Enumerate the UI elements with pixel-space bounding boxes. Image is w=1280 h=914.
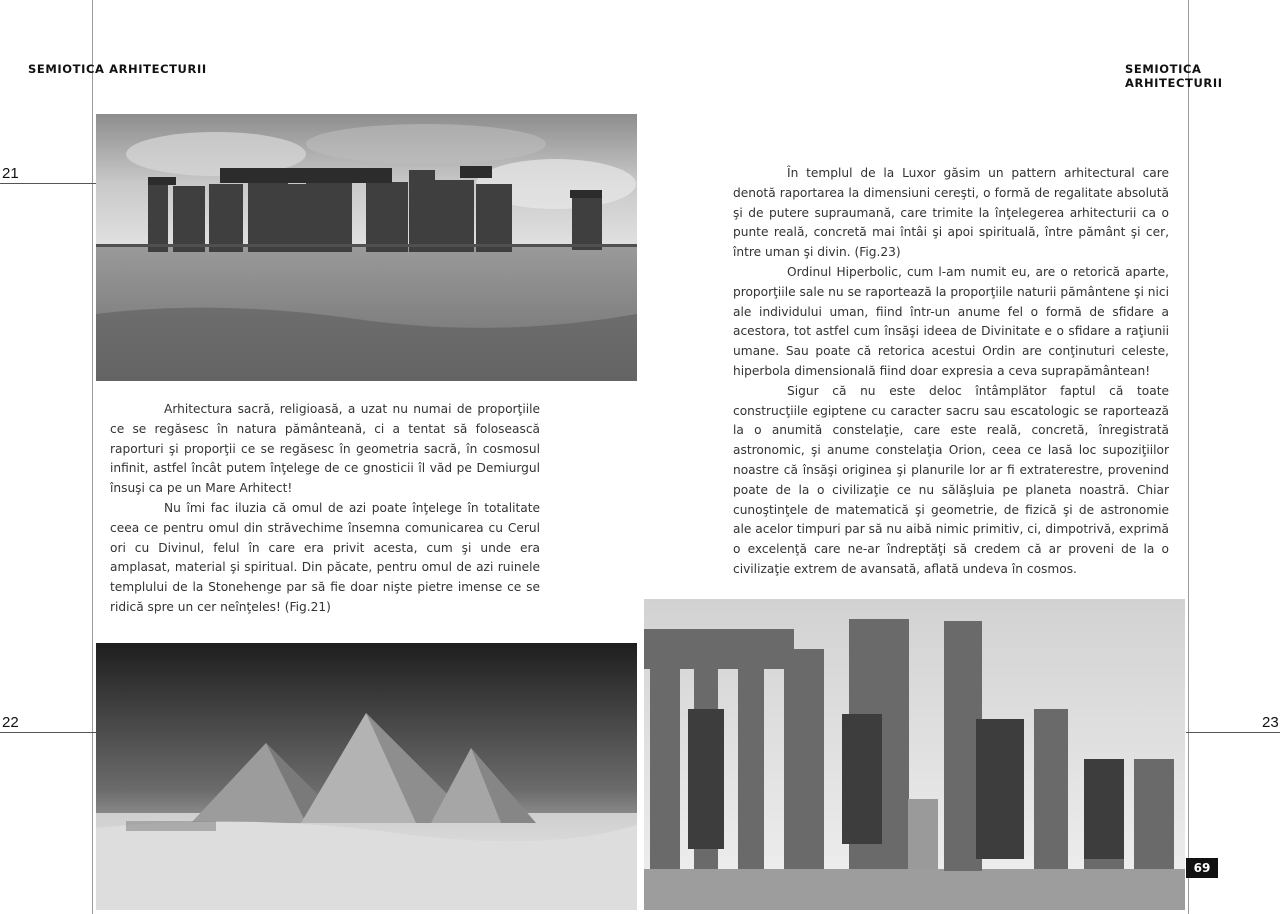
left-column-text bbox=[110, 400, 540, 618]
figure-22-leader-line bbox=[0, 732, 96, 733]
figure-21-leader-line bbox=[0, 183, 96, 184]
paragraph-sacred-architecture: Arhitectura sacră, religioasă, a uzat nu numai de proporţiile ce se regăsesc în natura pământeană, ci a tentat să folosească raporturi şi proporţii ce se regăsesc în geometria sacră, în cosmosul infinit, astfel încât putem înţelege de ce gnosticii îl văd pe Demiurgul însuşi ca pe un Mare Arhitect! bbox=[110, 402, 540, 496]
paragraph-stonehenge: Nu îmi fac iluzia că omul de azi poate înţelege în totalitate ceea ce pentru omul din străvechime însemna comunicarea cu Cerul ori cu Divinul, felul în care era privit acesta, cum şi unde era amplasat, material şi spiritual. Din păcate, pentru omul de azi ruinele templului de la Stonehenge par să fie doar nişte pietre imense ce se ridică spre un cer neînţeles! (Fig.21) bbox=[110, 500, 540, 614]
left-margin-rule bbox=[92, 0, 93, 914]
paragraph-hyperbolic-order: Ordinul Hiperbolic, cum l-am numit eu, are o retorică aparte, proporţiile sale nu se raportează la proporţiile naturii pământene şi nici ale individului uman, fiind într-un anume fel o formă de sfidare a acestora, tot astfel cum însăşi ideea de Divinitate e o sfidare a raţiunii umane. Sau poate că retorica acestui Ordin are conţinuturi celeste, hiperbola dimensională fiind doar expresia a ceva suprapământean! bbox=[733, 264, 1169, 378]
page-number: 69 bbox=[1186, 858, 1218, 878]
figure-number-23: 23 bbox=[1262, 714, 1279, 731]
paragraph-orion: Sigur că nu este deloc întâmplător faptul că toate construcţiile egiptene cu caracter sacru sau escatologic se raportează la o anumită constelaţie, care este reală, concretă, înregistrată astronomic, şi anume constelaţia Orion, ceea ce lasă loc supoziţiilor noastre că însăşi originea şi planurile lor ar fi extraterestre, provenind poate de la o civilizaţie ce nu sălăşluia pe planeta noastră. Chiar cunoştinţele de matematică şi geometrie, de fizică şi de astronomie ale acelor timpuri par să nu aibă nimic primitiv, ci, dimpotrivă, exprimă o excelenţă care ne-ar îndreptăţi să credem că ar proveni de la o civilizaţie extrem de avansată, aflată undeva în cosmos. bbox=[733, 383, 1169, 576]
figure-number-21: 21 bbox=[2, 165, 19, 182]
stonehenge-photo bbox=[96, 114, 637, 381]
running-title-right: SEMIOTICA ARHITECTURII bbox=[1125, 62, 1223, 90]
running-title-left: SEMIOTICA ARHITECTURII bbox=[28, 62, 207, 76]
pyramids-photo bbox=[96, 643, 637, 910]
right-margin-rule bbox=[1188, 0, 1189, 914]
right-column-text bbox=[733, 164, 1169, 580]
figure-23-leader-line bbox=[1186, 732, 1280, 733]
figure-number-22: 22 bbox=[2, 714, 19, 731]
paragraph-luxor: În templul de la Luxor găsim un pattern arhitectural care denotă raportarea la dimensiuni cereşti, o formă de regalitate absolută şi de putere supraumană, care trimite la înţelegerea arhitecturii ca o punte reală, concretă mai întâi şi apoi spirituală, între pământ şi cer, între uman şi divin. (Fig.23) bbox=[733, 166, 1169, 260]
luxor-temple-photo bbox=[644, 599, 1185, 910]
